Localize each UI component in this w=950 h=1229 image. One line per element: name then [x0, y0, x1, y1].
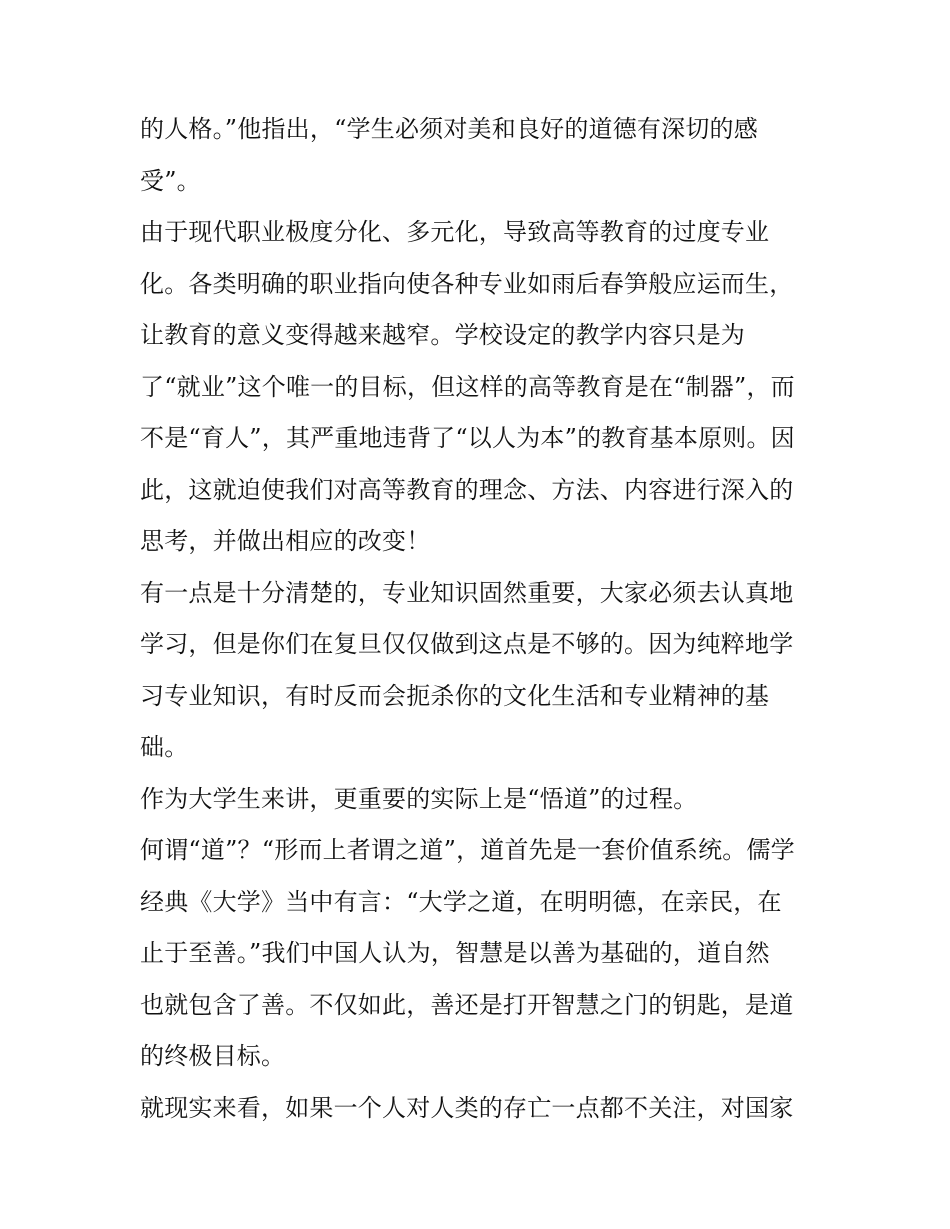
text-line: 不是“育人”，其严重地违背了“以人为本”的教育基本原则。因	[140, 424, 795, 452]
text-line: 习专业知识，有时反而会扼杀你的文化生活和专业精神的基	[140, 681, 770, 710]
text-line: 化。各类明确的职业指向使各种专业如雨后春笋般应运而生，	[140, 269, 794, 298]
text-line: 有一点是十分清楚的，专业知识固然重要，大家必须去认真地	[140, 578, 794, 607]
document-page	[140, 104, 830, 1134]
text-line: 也就包含了善。不仅如此，善还是打开智慧之门的钥匙，是道	[140, 990, 794, 1019]
text-line: 何谓“道”？“形而上者谓之道”，道首先是一套价值系统。儒学	[140, 836, 795, 864]
text-line: 由于现代职业极度分化、多元化，导致高等教育的过度专业	[140, 218, 770, 246]
text-line: 了“就业”这个唯一的目标，但这样的高等教育是在“制器”，而	[140, 372, 795, 401]
text-line: 经典《大学》当中有言：“大学之道，在明明德，在亲民，在	[140, 887, 782, 916]
text-line: 让教育的意义变得越来越窄。学校设定的教学内容只是为	[140, 321, 745, 349]
text-line: 础。	[140, 733, 189, 761]
text-line: 就现实来看，如果一个人对人类的存亡一点都不关注，对国家	[140, 1093, 794, 1122]
text-line: 的人格。”他指出，“学生必须对美和良好的道德有深切的感	[140, 115, 758, 143]
text-line: 作为大学生来讲，更重要的实际上是“悟道”的过程。	[140, 784, 698, 813]
text-line: 思考，并做出相应的改变！	[140, 527, 431, 555]
text-line: 此，这就迫使我们对高等教育的理念、方法、内容进行深入的	[140, 475, 794, 504]
text-line: 学习，但是你们在复旦仅仅做到这点是不够的。因为纯粹地学	[140, 630, 794, 658]
text-line: 受”。	[140, 166, 201, 195]
text-line: 的终极目标。	[140, 1042, 286, 1070]
text-line: 止于至善。”我们中国人认为，智慧是以善为基础的，道自然	[140, 939, 770, 967]
